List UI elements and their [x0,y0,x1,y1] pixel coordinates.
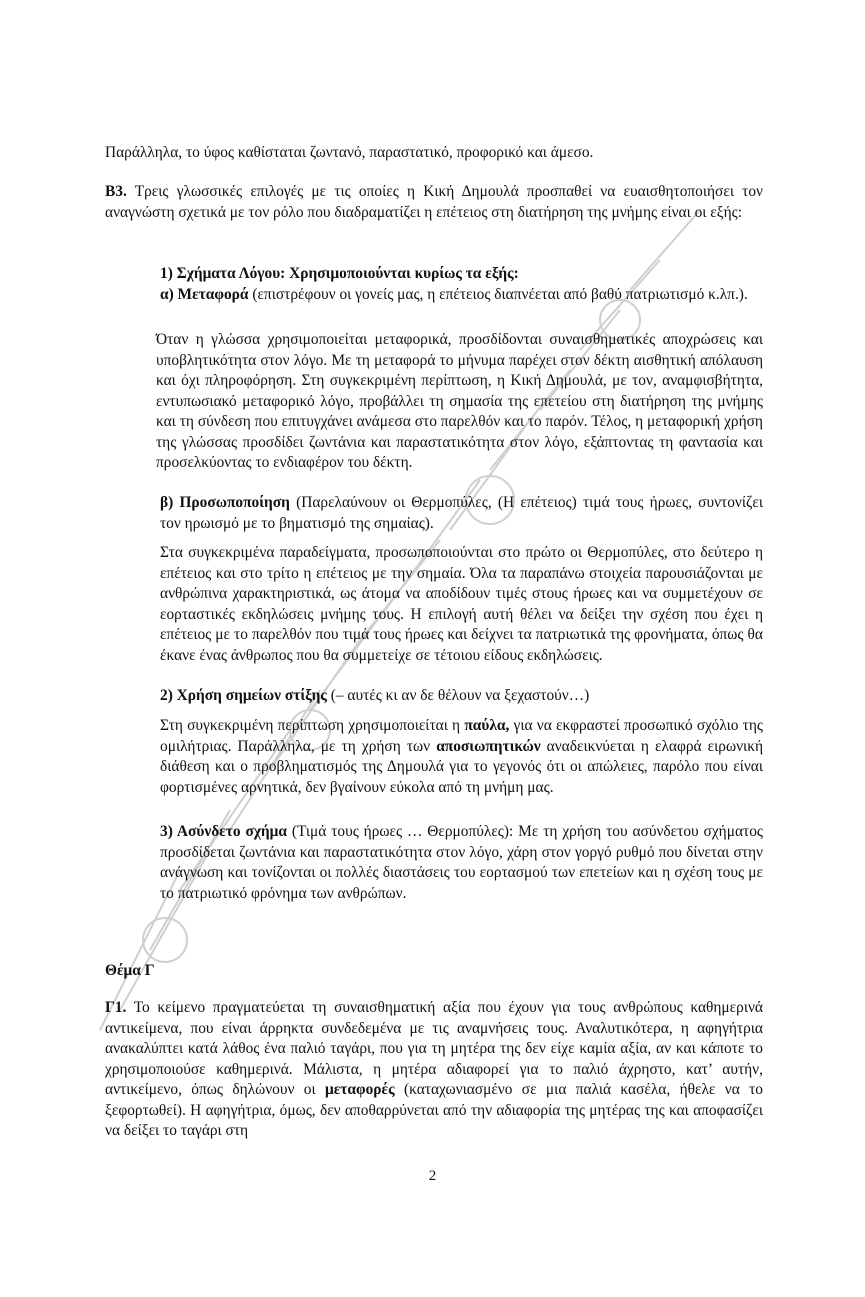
s3-text: (Τιμά τους ήρωες … Θερμοπύλες): Με τη χρήση του ασύνδετου σχήματος προσδίδεται ζωντάνια και παραστατικότητα στον λόγο, χάρη στον γοργό ρυθμό που δίνεται στην ανάγνωση και τονίζονται οι πολλές διαστάσεις του εορτασμού των επετείων και η σχέση τους με το πατριωτικό φρόνημα των ανθρώπων. [160,823,763,902]
b3-paragraph [105,182,763,223]
s2-bold-2: αποσιωπητικών [436,737,541,755]
s1-a-explanation: Όταν η γλώσσα χρησιμοποιείται μεταφορικά, προσδίδονται συναισθηματικές αποχρώσεις και υποβλητικότητα στον λόγο. Με τη μεταφορά το μήνυμα παρέχει στον δέκτη αισθητική απόλαυση και όχι πληροφόρηση. Στη συγκεκριμένη περίπτωση, η Κική Δημουλά, με τον, αναμφισβήτητα, εντυπωσιακό μεταφορικό λόγο, προβάλλει τη σημασία της επετείου στη διατήρηση της μνήμης και τη σύνδεση που επιτυγχάνει ανάμεσα στο παρελθόν και το παρόν. Τέλος, η μεταφορική χρήση της γλώσσας προσδίδει ζωντάνια και παραστατικότητα στον λόγο, εξάπτοντας τη φαντασία και προσελκύοντας το ενδιαφέρον του δέκτη. [156,331,763,471]
s2-text-2: για να εκφραστεί προσωπικό σχόλιο της ομιλήτριας. Παράλληλα, με τη χρήση των [160,717,763,755]
s2-paragraph [160,716,763,798]
s1-b-paragraph [160,493,763,534]
g1-text-2: (καταχωνιασμένο σε μια παλιά κασέλα, ήθελε να το ξεφορτωθεί). Η αφηγήτρια, όμως, δεν αποθαρρύνεται από την αδιαφορία της μητέρας της και αποφασίζει να δείξει το ταγάρι στη [105,1081,763,1139]
s2-heading-rest: (– αυτές κι αν δε θέλουν να ξεχαστούν…) [326,687,590,704]
s1-b-explanation: Στα συγκεκριμένα παραδείγματα, προσωποποιούνται στο πρώτο οι Θερμοπύλες, στο δεύτερο η επέτειος και στο τρίτο η επέτειος με την σημαία. Όλα τα παραπάνω στοιχεία παρουσιάζονται με ανθρώπινα χαρακτηριστικά, ως άτομα να αποδίδουν τιμές στους ήρωες και να συμμετέχουν σε εορταστικές εκδηλώσεις μνήμης τους. Η επιλογή αυτή θέλει να δείξει την σχέση που έχει η επέτειος με το παρελθόν που τιμά τους ήρωες και δείχνει τα πατριωτικά της φρονήματα, όπως θα έκανε ένας άνθρωπος που θα συμμετείχε σε τέτοιου είδους εκδηλώσεις. [160,544,763,664]
s2-text-3: αναδεικνύεται η ελαφρά ειρωνική διάθεση και ο προβληματισμός της Δημουλά για το γεγονός ότι οι απώλειες, παρόλο που είναι φορτισμένες αρνητικά, δεν βγαίνουν εύκολα από τη μνήμη μας. [160,737,763,796]
s2-text-1: Στη συγκεκριμένη περίπτωση χρησιμοποιείται η [160,717,465,734]
b3-text: Τρεις γλωσσικές επιλογές με τις οποίες η Κική Δημουλά προσπαθεί να ευαισθητοποιήσει τον αναγνώστη σχετικά με τον ρόλο που διαδραματίζει η επέτειος στη διατήρηση της μνήμης είναι οι εξής: [105,183,763,221]
s1-block [160,264,763,305]
page-number: 2 [428,1168,437,1184]
intro-paragraph: Παράλληλα, το ύφος καθίσταται ζωντανό, παραστατικό, προφορικό και άμεσο. [105,144,594,161]
s1-b-label: β) Προσωποποίηση [160,494,290,511]
theme-title: Θέμα Γ [105,962,155,979]
s1-a-label: α) Μεταφορά [160,285,249,303]
g1-paragraph [105,998,763,1142]
theme-heading [105,961,763,982]
b3-label: Β3. [105,183,127,200]
s3-heading: 3) Ασύνδετο σχήμα [160,823,287,840]
s1-a-text: (επιστρέφουν οι γονείς μας, η επέτειος διαπνέεται από βαθύ πατριωτισμό κ.λπ.). [248,285,748,303]
s2-bold-1: παύλα, [464,717,510,734]
g1-bold-1: μεταφορές [325,1081,395,1098]
g1-label: Γ1. [105,999,127,1016]
s3-paragraph [160,822,763,904]
s1-b-text: (Παρελαύνουν οι Θερμοπύλες, (Η επέτειος) τιμά τους ήρωες, συντονίζει τον ηρωισμό με το βηματισμό της σημαίας). [160,494,764,532]
s1-heading: 1) Σχήματα Λόγου: Χρησιμοποιούνται κυρίως τα εξής: [160,265,519,282]
s2-heading: 2) Χρήση σημείων στίξης [160,687,327,704]
g1-text-1: Το κείμενο πραγματεύεται τη συναισθηματική αξία που έχουν για τους ανθρώπους καθημερινά αντικείμενα, που είναι άρρηκτα συνδεδεμένα με τις αναμνήσεις τους. Αναλυτικότερα, η αφηγήτρια ανακαλύπτει κατά λάθος ένα παλιό ταγάρι, που για τη μητέρα της δεν είχε καμία αξία, αν και κάποτε το χρησιμοποιούσε καθημερινά. Μάλιστα, η μητέρα αδιαφορεί για το παλιό άχρηστο, κατ’ αυτήν, αντικείμενο, όπως δηλώνουν οι [105,999,763,1098]
s2-heading-line [160,686,763,707]
